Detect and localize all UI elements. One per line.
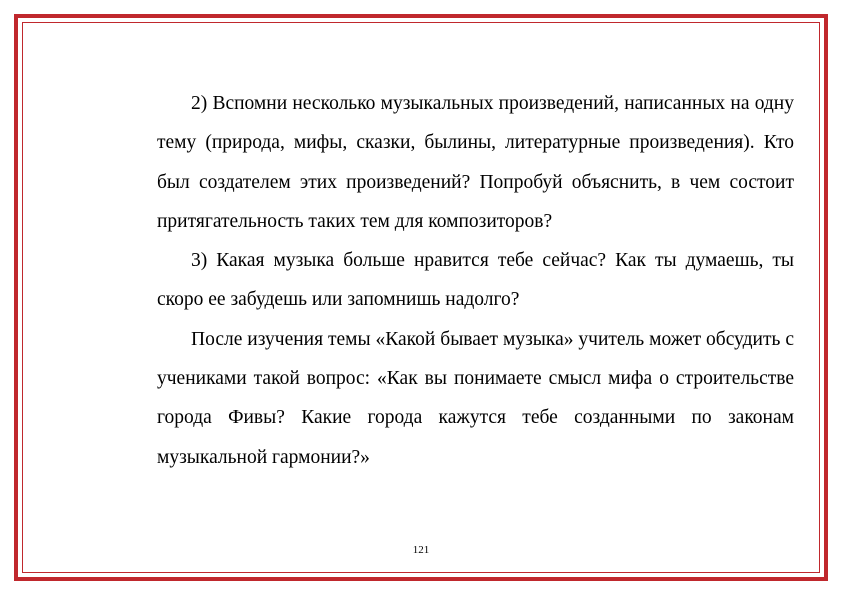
- page-number: 121: [412, 544, 430, 556]
- paragraph-question-2: 2) Вспомни несколько музыкальных произведений, написанных на одну тему (природа, мифы, сказки, былины, литературные произведения). Кто был создателем этих произведений? Попробуй объяснить, в чем состоит притягательность таких тем для композиторов?: [157, 93, 794, 232]
- page-body: [157, 84, 794, 477]
- paragraph-question-3: 3) Какая музыка больше нравится тебе сейчас? Как ты думаешь, ты скоро ее забудешь или запомнишь надолго?: [157, 250, 794, 311]
- paragraph-teacher-note: После изучения темы «Какой бывает музыка» учитель может обсудить с учениками такой вопрос: «Как вы понимаете смысл мифа о строительстве города Фивы? Какие города кажутся тебе созданными по законам музыкальной гармонии?»: [157, 328, 794, 468]
